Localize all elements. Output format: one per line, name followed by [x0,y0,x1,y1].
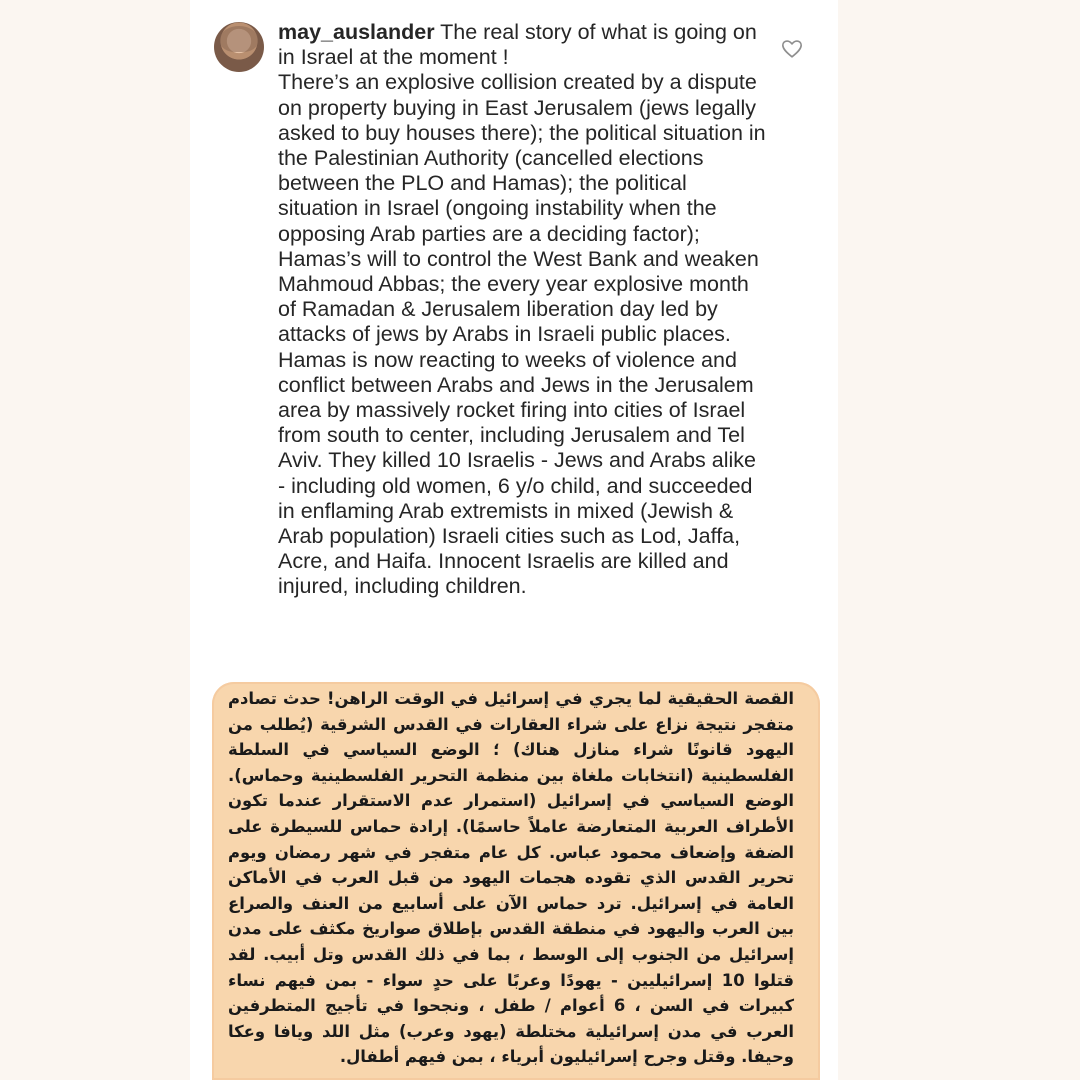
comment-paragraph-1: There’s an explosive collision created by a dispute on property buying in East Jerusalem (jews legally asked to buy houses there); the political situation in the Palestinian Authority (cancelled elections between the PLO and Hamas); the political situation in Israel (ongoing instability when the opposing Arab parties are a deciding factor); Hamas’s will to control the West Bank and weaken Mahmoud Abbas; the every year explosive month of Ramadan & Jerusalem liberation day led by attacks of jews by Arabs in Israeli public places. [278,70,766,347]
comment-intro: The real story of what is going on in Israel at the moment ! [278,20,757,70]
avatar-photo [220,26,258,52]
avatar[interactable] [214,22,264,72]
comment-body [278,20,768,600]
heart-outline-icon[interactable] [781,38,803,60]
comment-paragraph-2: Hamas is now reacting to weeks of violence and conflict between Arabs and Jews in the Jerusalem area by massively rocket firing into cities of Israel from south to center, including Jerusalem and Tel Aviv. They killed 10 Israelis - Jews and Arabs alike - including old women, 6 y/o child, and succeeded in enflaming Arab extremists in mixed (Jewish & Arab population) Israeli cities such as Lod, Jaffa, Acre, and Haifa. Innocent Israelis are killed and injured, including children. [278,347,756,599]
comment-first-line [278,20,768,70]
comment-username[interactable]: may_auslander [278,20,435,44]
arabic-translation: القصة الحقيقية لما يجري في إسرائيل في الوقت الراهن! حدث تصادم متفجر نتيجة نزاع على شراء العقارات في القدس الشرقية (يُطلب من اليهود قانونًا شراء منازل هناك) ؛ الوضع السياسي في السلطة الفلسطينية (انتخابات ملغاة بين منظمة التحرير الفلسطينية وحماس). الوضع السياسي في إسرائيل (استمرار عدم الاستقرار عندما تكون الأطراف العربية المتعارضة عاملاً حاسمًا). إرادة حماس للسيطرة على الضفة وإضعاف محمود عباس. كل عام متفجر في شهر رمضان ويوم تحرير القدس الذي تقوده هجمات اليهود من قبل العرب في الأماكن العامة في إسرائيل. ترد حماس الآن على أسابيع من العنف والصراع بين العرب واليهود في منطقة القدس بإطلاق صواريخ مكثف على مدن إسرائيل من الجنوب إلى الوسط ، بما في ذلك القدس وتل أبيب. لقد قتلوا 10 إسرائيليين - يهودًا وعربًا على حدٍ سواء - بمن فيهم نساء كبيرات في السن ، 6 أعوام / طفل ، ونجحوا في تأجيج المتطرفين العرب في مدن إسرائيلية مختلطة (يهود وعرب) مثل اللد ويافا وعكا وحيفا. وقتل وجرح إسرائيليون أبرياء ، بمن فيهم أطفال. [228,689,795,1067]
